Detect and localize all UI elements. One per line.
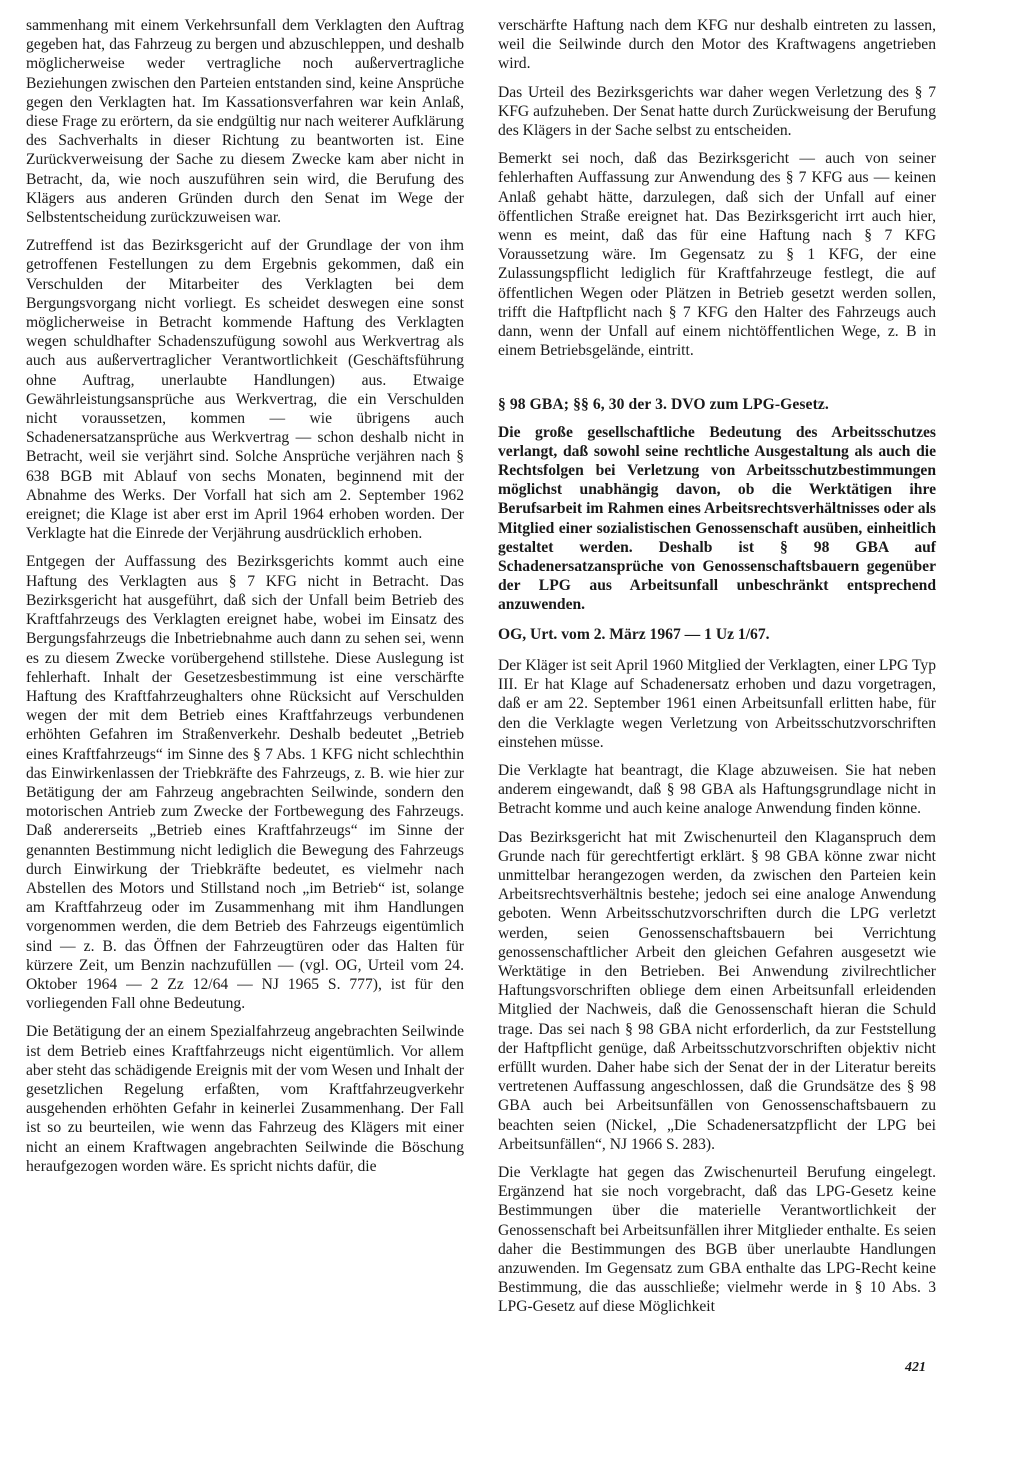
paragraph: Zutreffend ist das Bezirksgericht auf der Grundlage der von ihm getroffenen Festellungen zu dem Ergebnis gekommen, daß ein Verschulden der Mitarbeiter des Verklagten bei dem Bergungsvorgang nicht vorliegt. Es scheidet deswegen eine sonst möglicherweise in Betracht kommende Haftung des Verklagten wegen schuldhafter Schadenszufügung sowohl aus Werkvertrag als auch aus außervertraglicher Verantwortlichkeit (Geschäftsführung ohne Auftrag, unerlaubte Handlungen) aus. Etwaige Gewährleistungsansprüche aus Werkvertrag, die ein Verschulden nicht voraussetzen, kommen — wie übrigens auch Schadenersatzansprüche aus Werkvertrag — schon deshalb nicht in Betracht, weil sie verjährt sind. Solche Ansprüche verjähren nach § 638 BGB mit Ablauf von sechs Monaten, beginnend mit der Abnahme des Werks. Der Vorfall hat sich am 2. September 1962 ereignet; die Klage ist aber erst im April 1964 erhoben worden. Der Verklagte hat die Einrede der Verjährung ausdrücklich erhoben. (26, 237, 464, 543)
paragraph: Entgegen der Auffassung des Bezirksgerichts kommt auch eine Haftung des Verklagten aus § 7 KFG nicht in Betracht. Das Bezirksgericht hat ausgeführt, daß sich der Unfall beim Betrieb des Kraftfahrzeugs des Verklagten ereignet habe, wobei im Einsatz des Bergungsfahrzeugs die Inbetriebnahme auch dann zu sehen sei, wenn es zu diesem Zwecke vorübergehend stillstehe. Diese Auslegung ist fehlerhaft. Inhalt der Gesetzesbestimmung ist eine verschärfte Haftung des Kraftfahrzeughalters ohne Rücksicht auf Verschulden wegen der mit dem Betrieb eines Kraftfahrzeugs verbundenen erhöhten Gefahren im Straßenverkehr. Deshalb bedeutet „Betrieb eines Kraftfahrzeugs“ im Sinne des § 7 Abs. 1 KFG nicht schlechthin das Einwirkenlassen der Triebkräfte des Fahrzeugs, z. B. wie hier zur Betätigung der am Fahrzeug angebrachten Seilwinde, sondern den motorischen Antrieb zum Zwecke der Fortbewegung des Fahrzeugs. Daß andererseits „Betrieb eines Kraftfahrzeugs“ im Sinne der genannten Bestimmung nicht lediglich die Bewegung des Fahrzeugs durch Einwirkung der Triebkräfte bedeutet, es vielmehr nach Abstellen des Motors und Stillstand noch „im Betrieb“ ist, solange am Kraftfahrzeug oder im Zusammenhang mit ihm Handlungen vorgenommen werden, die dem Betrieb des Fahrzeugs eigentümlich sind — z. B. das Öffnen der Fahrzeugtüren oder das Halten für kürzere Zeit, um Benzin nachzufüllen — (vgl. OG, Urteil vom 24. Oktober 1964 — 2 Zz 12/64 — NJ 1965 S. 777), ist für den vorliegenden Fall ohne Bedeutung. (26, 553, 464, 1013)
decision-citation: OG, Urt. vom 2. März 1967 — 1 Uz 1/67. (498, 625, 770, 643)
paragraph: Die Betätigung der an einem Spezialfahrzeug angebrachten Seilwinde ist dem Betrieb eines Kraftfahrzeugs nicht eigentümlich. Vor allem aber steht das schädigende Ereignis mit der vom Wesen und Inhalt der gesetzlichen Regelung erfaßten, vom Kraftfahrzeugverkehr ausgehenden erhöhten Gefahr in keinerlei Zusammenhang. Der Fall ist so zu beurteilen, wie wenn das Fahrzeug des Klägers mit einer nicht an einem Kraftwagen angebrachten Seilwinde die Böschung heraufgezogen worden wäre. Es spricht nichts dafür, die (26, 1023, 464, 1175)
paragraph: Das Bezirksgericht hat mit Zwischenurteil den Klaganspruch dem Grunde nach für gerechtfertigt erklärt. § 98 GBA könne zwar nicht unmittelbar herangezogen werden, da zwischen den Parteien kein Arbeitsrechtsverhältnis bestehe; jedoch sei eine analoge Anwendung geboten. Wenn Arbeitsschutzvorschriften durch die LPG verletzt werden, seien Genossenschaftsbauern bei Verrichtung genossenschaftlicher Arbeit den gleichen Gefahren ausgesetzt wie Werktätige in den Betrieben. Bei Anwendung zivilrechtlicher Haftungsvorschriften obliege dem einen Arbeitsunfall erleidenden Mitglied der Nachweis, daß die Genossenschaft hieran die Schuld trage. Das sei nach § 98 GBA nicht erforderlich, da zur Feststellung der Haftpflicht genüge, daß Arbeitsschutzvorschriften objektiv nicht erfüllt wurden. Daher habe sich der Senat der in der Literatur bereits vertretenen Auffassung angeschlossen, daß die Grundsätze des § 98 GBA auch bei Arbeitsunfällen von Genossenschaftsbauern zu beachten seien (Nickel, „Die Schadenersatzpflicht der LPG bei Arbeitsunfällen“, NJ 1966 S. 283). (498, 828, 936, 1153)
paragraph: Der Kläger ist seit April 1960 Mitglied der Verklagten, einer LPG Typ III. Er hat Klage auf Schadenersatz erhoben und dazu vorgetragen, daß er am 22. September 1961 einen Arbeitsunfall erlitten habe, für den die Verklagte wegen Verletzung von Arbeitsschutzvorschriften einstehen müsse. (498, 656, 936, 751)
paragraph: sammenhang mit einem Verkehrsunfall dem Verklagten den Auftrag gegeben hat, das Fahrzeug zu bergen und abzuschleppen, und deshalb möglicherweise weder vertragliche noch außervertragliche Beziehungen zwischen den Parteien entstanden sind, keine Ansprüche gegen den Verklagten hat. Im Kassationsverfahren war kein Anlaß, diese Frage zu erörtern, da sie endgültig nur nach weiterer Aufklärung des Sachverhalts in dieser Richtung zu beantworten ist. Eine Zurückverweisung der Sache zu diesem Zwecke kam aber nicht in Betracht, da, wie noch auszuführen sein wird, die Berufung des Klägers aus anderen Gründen durch den Senat im Wege der Selbstentscheidung zurückzuweisen war. (26, 17, 464, 227)
section-spacer (498, 369, 936, 395)
left-column (26, 16, 464, 1185)
paragraph: Die Verklagte hat gegen das Zwischenurteil Berufung eingelegt. Ergänzend hat sie noch vorgebracht, daß das LPG-Gesetz keine Bestimmungen über die materielle Verantwortlichkeit der Genossenschaft bei Arbeitsunfällen ihrer Mitglieder enthalte. Es seien daher die Bestimmungen des BGB über unerlaubte Handlungen anzuwenden. Im Gegensatz zum GBA enthalte das LPG-Recht keine Bestimmung, die das ausschließe; vielmehr werde in § 10 Abs. 3 LPG-Gesetz auf diese Möglichkeit (498, 1163, 936, 1316)
right-column (498, 16, 936, 1326)
document-page (26, 16, 1006, 1456)
section-heading: § 98 GBA; §§ 6, 30 der 3. DVO zum LPG-Gesetz. (498, 396, 829, 414)
paragraph: verschärfte Haftung nach dem KFG nur deshalb eintreten zu lassen, weil die Seilwinde durch den Motor des Kraftwagens angetrieben wird. (498, 17, 936, 73)
paragraph: Bemerkt sei noch, daß das Bezirksgericht — auch von seiner fehlerhaften Auffassung zur Anwendung des § 7 KFG aus — keinen Anlaß gehabt hätte, darzulegen, daß sich der Unfall auf einer öffentlichen Straße ereignet hat. Das Bezirksgericht irrt auch hier, wenn es meint, daß das für eine Haftung nach § 7 KFG Voraussetzung wäre. Im Gegensatz zu § 1 KFG, der eine Zulassungspflicht lediglich für Kraftfahrzeuge festlegt, die auf öffentlichen Wegen oder Plätzen in Betrieb gesetzt werden sollen, trifft die Haftpflicht nach § 7 KFG den Halter des Fahrzeugs auch dann, wenn der Unfall auf einem nichtöffentlichen Wege, z. B in einem Betriebsgelände, eintritt. (498, 150, 936, 360)
paragraph: Die Verklagte hat beantragt, die Klage abzuweisen. Sie hat neben anderem eingewandt, daß § 98 GBA als Haftungsgrundlage nicht in Betracht komme und auch keine analoge Anwendung finden könne. (498, 761, 936, 818)
headnote: Die große gesellschaftliche Bedeutung des Arbeitsschutzes verlangt, daß sowohl seine rechtliche Ausgestaltung als auch die Rechtsfolgen bei Verletzung von Arbeitsschutzbestimmungen möglichst unabhängig davon, ob die Werktätigen ihre Berufsarbeit im Rahmen eines Arbeitsrechtsverhältnisses oder als Mitglied einer sozialistischen Genossenschaft ausüben, einheitlich gestaltet werden. Deshalb ist § 98 GBA auf Schadenersatzansprüche von Genossenschaftsbauern gegenüber der LPG aus Arbeitsunfall unbeschränkt entsprechend anzuwenden. (498, 423, 936, 614)
paragraph: Das Urteil des Bezirksgerichts war daher wegen Verletzung des § 7 KFG aufzuheben. Der Senat hatte durch Zurückweisung der Berufung des Klägers in der Sache selbst zu entscheiden. (498, 83, 936, 140)
page-number: 421 (905, 1360, 926, 1375)
